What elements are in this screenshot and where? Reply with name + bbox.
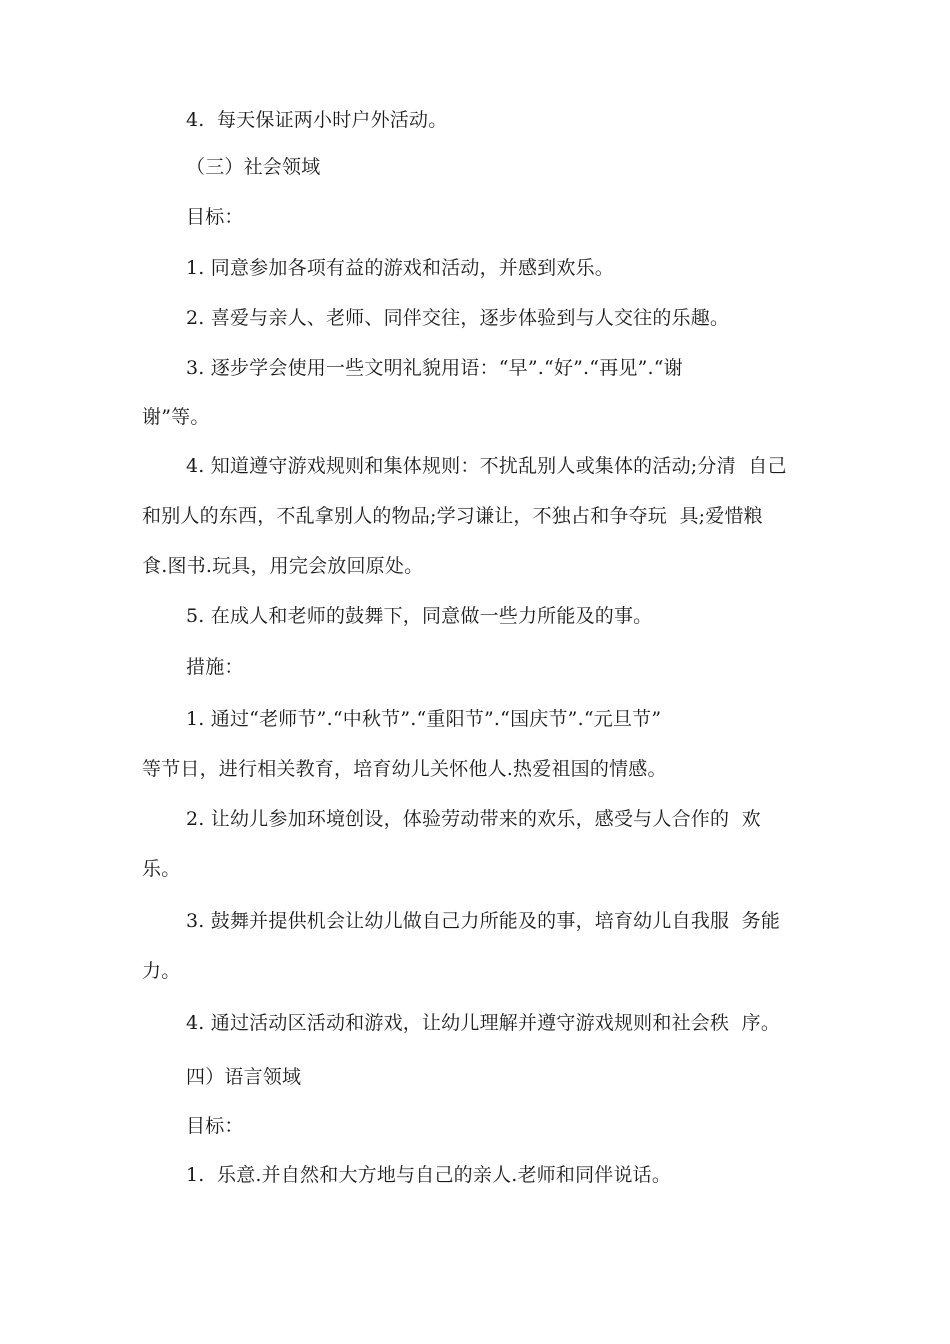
text-line: 4. 通过活动区活动和游戏，让幼儿理解并遵守游戏规则和社会秩 序。	[186, 1012, 781, 1034]
text-line: 食.图书.玩具，用完会放回原处。	[142, 555, 424, 577]
text-line: 力。	[142, 960, 181, 982]
text-line: 4. 每天保证两小时户外活动。	[186, 109, 448, 131]
subheading: 目标：	[186, 206, 244, 228]
text-line: 乐。	[142, 858, 181, 880]
subheading: 目标：	[186, 1115, 244, 1137]
text-line: 1. 通过“老师节”.“中秋节”.“重阳节”.“国庆节”.“元旦节”	[186, 708, 662, 730]
subheading: 措施：	[186, 656, 244, 678]
text-line: 2. 让幼儿参加环境创设，体验劳动带来的欢乐，感受与人合作的 欢	[186, 808, 761, 830]
text-line: 3. 逐步学会使用一些文明礼貌用语：“早”.“好”.“再见”.“谢	[186, 357, 683, 379]
text-line: 谢”等。	[142, 406, 210, 428]
text-line: 5. 在成人和老师的鼓舞下，同意做一些力所能及的事。	[186, 605, 653, 627]
section-heading: （三）社会领域	[186, 156, 321, 178]
text-line: 和别人的东西，不乱拿别人的物品;学习谦让，不独占和争夺玩 具;爱惜粮	[142, 505, 763, 527]
section-heading: 四）语言领域	[186, 1066, 302, 1088]
text-line: 等节日，进行相关教育，培育幼儿关怀他人.热爱祖国的情感。	[142, 758, 667, 780]
text-line: 3. 鼓舞并提供机会让幼儿做自己力所能及的事，培育幼儿自我服 务能	[186, 910, 781, 932]
text-line: 4. 知道遵守游戏规则和集体规则：不扰乱别人或集体的活动;分清 自己	[186, 455, 787, 477]
text-line: 2. 喜爱与亲人、老师、同伴交往，逐步体验到与人交往的乐趣。	[186, 307, 730, 329]
text-line: 1. 乐意.并自然和大方地与自己的亲人.老师和同伴说话。	[186, 1164, 672, 1186]
text-line: 1. 同意参加各项有益的游戏和活动，并感到欢乐。	[186, 257, 614, 279]
